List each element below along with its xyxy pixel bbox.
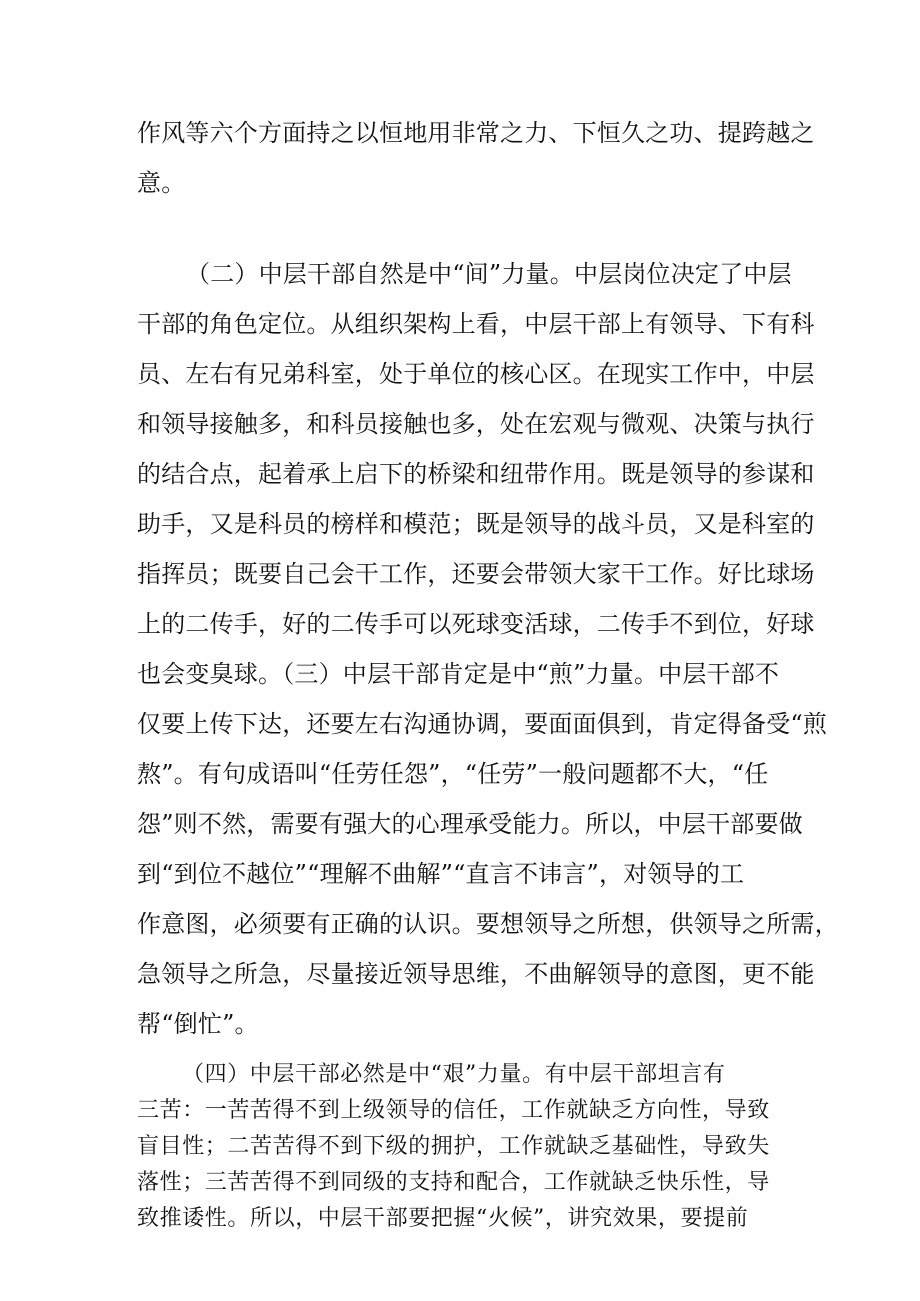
text-line: 落性；三苦苦得不到同级的支持和配合，工作就缺乏快乐性，导 [137, 1170, 770, 1195]
text-line: 意。 [137, 169, 186, 197]
text-line: 上的二传手，好的二传手可以死球变活球，二传手不到位，好球 [137, 610, 815, 638]
text-line: 员、左右有兄弟科室，处于单位的核心区。在现实工作中，中层 [137, 360, 815, 388]
text-line: 助手，又是科员的榜样和模范；既是领导的战斗员，又是科室的 [137, 510, 815, 538]
paragraph-heading-2: （二）中层干部自然是中“间”力量。中层岗位决定了中层 [186, 260, 792, 288]
text-line: 急领导之所急，尽量接近领导思维，不曲解领导的意图，更不能 [137, 960, 815, 988]
text-line: 和领导接触多，和科员接触也多，处在宏观与微观、决策与执行 [137, 410, 815, 438]
text-line: 作意图，必须要有正确的认识。要想领导之所想，供领导之所需， [137, 910, 839, 938]
text-line: 熬”。有句成语叫“任劳任怨”，“任劳”一般问题都不大，“任 [137, 760, 769, 788]
paragraph-heading-4: （四）中层干部必然是中“艰”力量。有中层干部坦言有 [182, 1062, 726, 1087]
text-line: 仅要上传下达，还要左右沟通协调，要面面俱到，肯定得备受“煎 [137, 710, 828, 738]
text-line: 帮“倒忙”。 [137, 1010, 259, 1038]
text-line: 怨”则不然，需要有强大的心理承受能力。所以，中层干部要做 [137, 810, 803, 838]
text-line: 也会变臭球。（三）中层干部肯定是中“煎”力量。中层干部不 [137, 660, 780, 688]
text-line: 干部的角色定位。从组织架构上看，中层干部上有领导、下有科 [137, 310, 815, 338]
text-line: 致推诿性。所以，中层干部要把握“火候”，讲究效果，要提前 [137, 1206, 749, 1231]
text-line: 的结合点，起着承上启下的桥梁和纽带作用。既是领导的参谋和 [137, 460, 815, 488]
text-line: 三苦：一苦苦得不到上级领导的信任，工作就缺乏方向性，导致 [137, 1098, 770, 1123]
text-line: 指挥员；既要自己会干工作，还要会带领大家干工作。好比球场 [137, 560, 815, 588]
text-line: 盲目性；二苦苦得不到下级的拥护，工作就缺乏基础性，导致失 [137, 1134, 770, 1159]
text-line: 作风等六个方面持之以恒地用非常之力、下恒久之功、提跨越之 [137, 119, 815, 147]
text-line: 到“到位不越位”“理解不曲解”“直言不讳言”，对领导的工 [137, 860, 745, 888]
